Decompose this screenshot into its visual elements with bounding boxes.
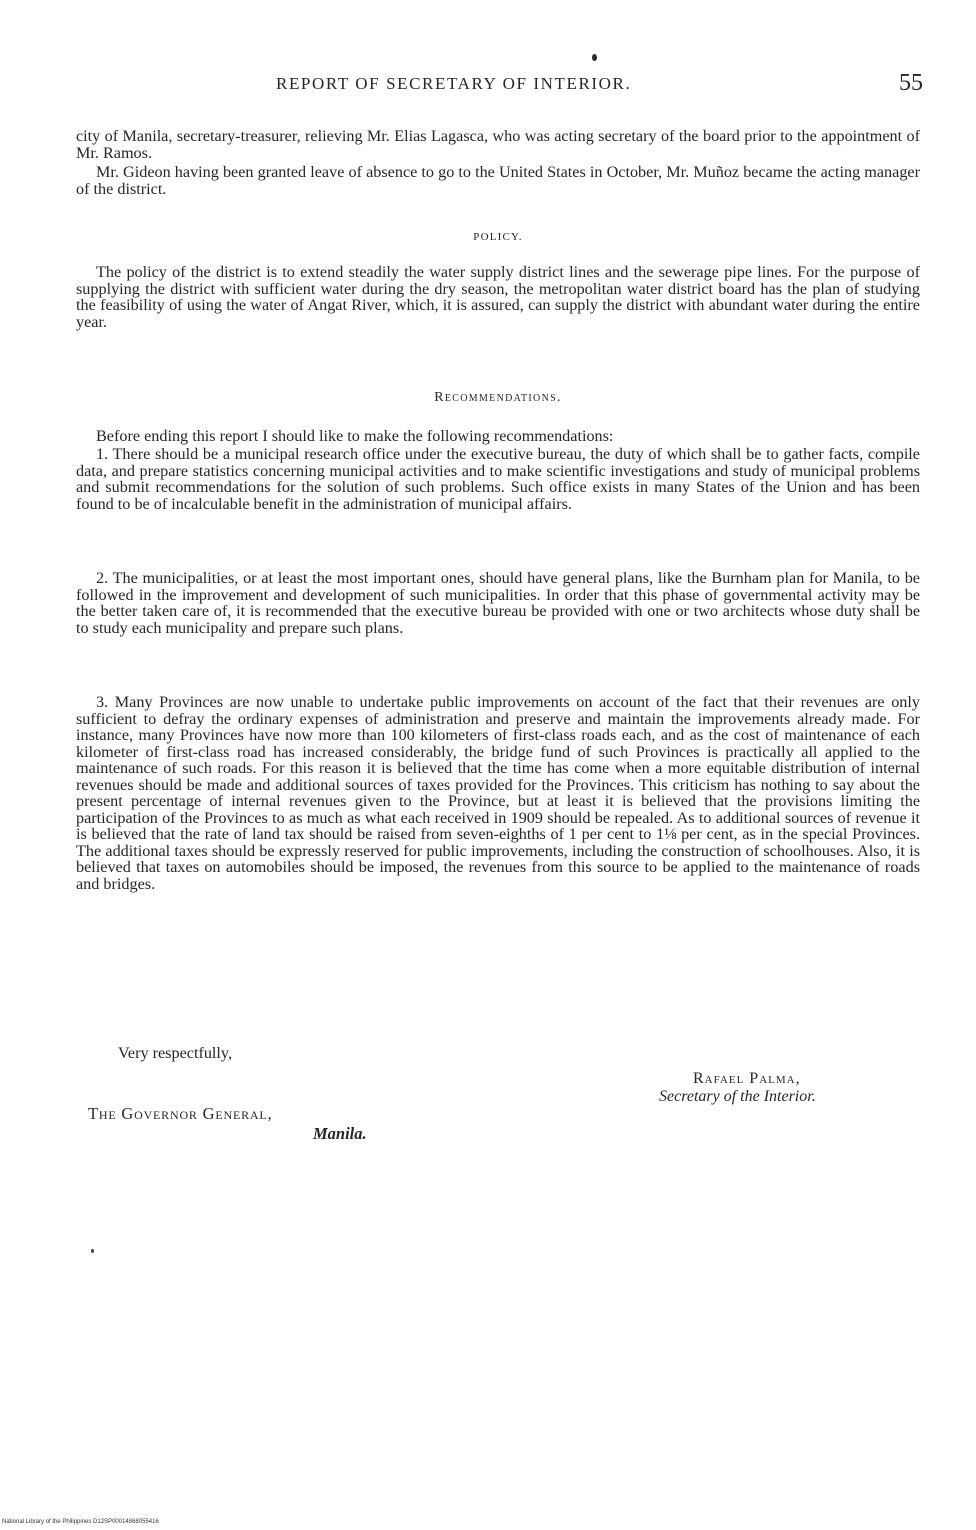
paragraph-board-secretary: city of Manila, secretary-treasurer, relieving Mr. Elias Lagasca, who was acting secretary of the board prior to the appointment of Mr. Ramos. <box>76 127 920 162</box>
addressee: The Governor General, <box>88 1104 273 1123</box>
policy-heading: POLICY. <box>473 231 523 243</box>
recommendation-item: 2. The municipalities, or at least the most important ones, should have general plans, like the Burnham plan for Manila, to be followed in the improvement and development of such municipalities. In order that this phase of governmental activity may be the better taken care of, it is recommended that the executive bureau be provided with one or two architects whose duty shall be to study each municipality and prepare such plans. <box>76 569 920 637</box>
paragraph-acting-manager: Mr. Gideon having been granted leave of absence to go to the United States in October, Mr. Muñoz became the acting manager of the district. <box>76 163 920 198</box>
scan-credit: National Library of the Philippines D12SP00014868055416 <box>2 1519 159 1525</box>
recommendation-item: 1. There should be a municipal research office under the executive bureau, the duty of which shall be to gather facts, compile data, and prepare statistics concerning municipal activities and to make scientific investigations and study of municipal problems and submit recommendations for the solution of such problems. Such office exists in many States of the Union and has been found to be of incalculable benefit in the administration of municipal affairs. <box>76 445 920 513</box>
page-number: 55 <box>899 70 923 96</box>
policy-paragraph: The policy of the district is to extend steadily the water supply district lines and the sewerage pipe lines. For the purpose of supplying the district with sufficient water during the dry season, the metropolitan water district board has the plan of studying the feasibility of using the water of Angat River, which, it is assured, can supply the district with abundant water during the entire year. <box>76 263 920 331</box>
running-title: REPORT OF SECRETARY OF INTERIOR. <box>276 74 632 93</box>
running-head <box>76 72 923 102</box>
printer-dot <box>592 54 597 61</box>
signer-name: Rafael Palma, <box>693 1070 801 1087</box>
salutation: Very respectfully, <box>118 1044 233 1062</box>
addressee-place: Manila. <box>313 1124 367 1143</box>
recommendations-heading: Recommendations. <box>434 390 562 405</box>
ink-speck <box>91 1249 94 1253</box>
signer-title: Secretary of the Interior. <box>659 1088 816 1105</box>
recommendation-item: 3. Many Provinces are now unable to undertake public improvements on account of the fact that their revenues are only sufficient to defray the ordinary expenses of administration and preserve and maintain the improvements already made. For instance, many Provinces have now more than 100 kilometers of first-class roads each, and as the cost of maintenance of each kilometer of first-class road has increased considerably, the bridge fund of such Provinces is practically all applied to the maintenance of such roads. For this reason it is believed that the time has come when a more equitable distribution of internal revenues should be made and additional sources of taxes provided for the Provinces. This criticism has nothing to say about the present percentage of internal revenues given to the Province, but at least it is believed that the provisions limiting the participation of the Provinces to as much as what each received in 1909 should be repealed. As to additional sources of revenue it is believed that the rate of land tax should be raised from seven-eighths of 1 per cent to 1⅛ per cent, as in the special Provinces. The additional taxes should be expressly reserved for public improvements, including the construction of schoolhouses. Also, it is believed that taxes on automobiles should be imposed, the revenues from this source to be applied to the maintenance of roads and bridges. <box>76 693 920 893</box>
recommendations-intro: Before ending this report I should like to make the following recommendations: <box>96 427 614 445</box>
